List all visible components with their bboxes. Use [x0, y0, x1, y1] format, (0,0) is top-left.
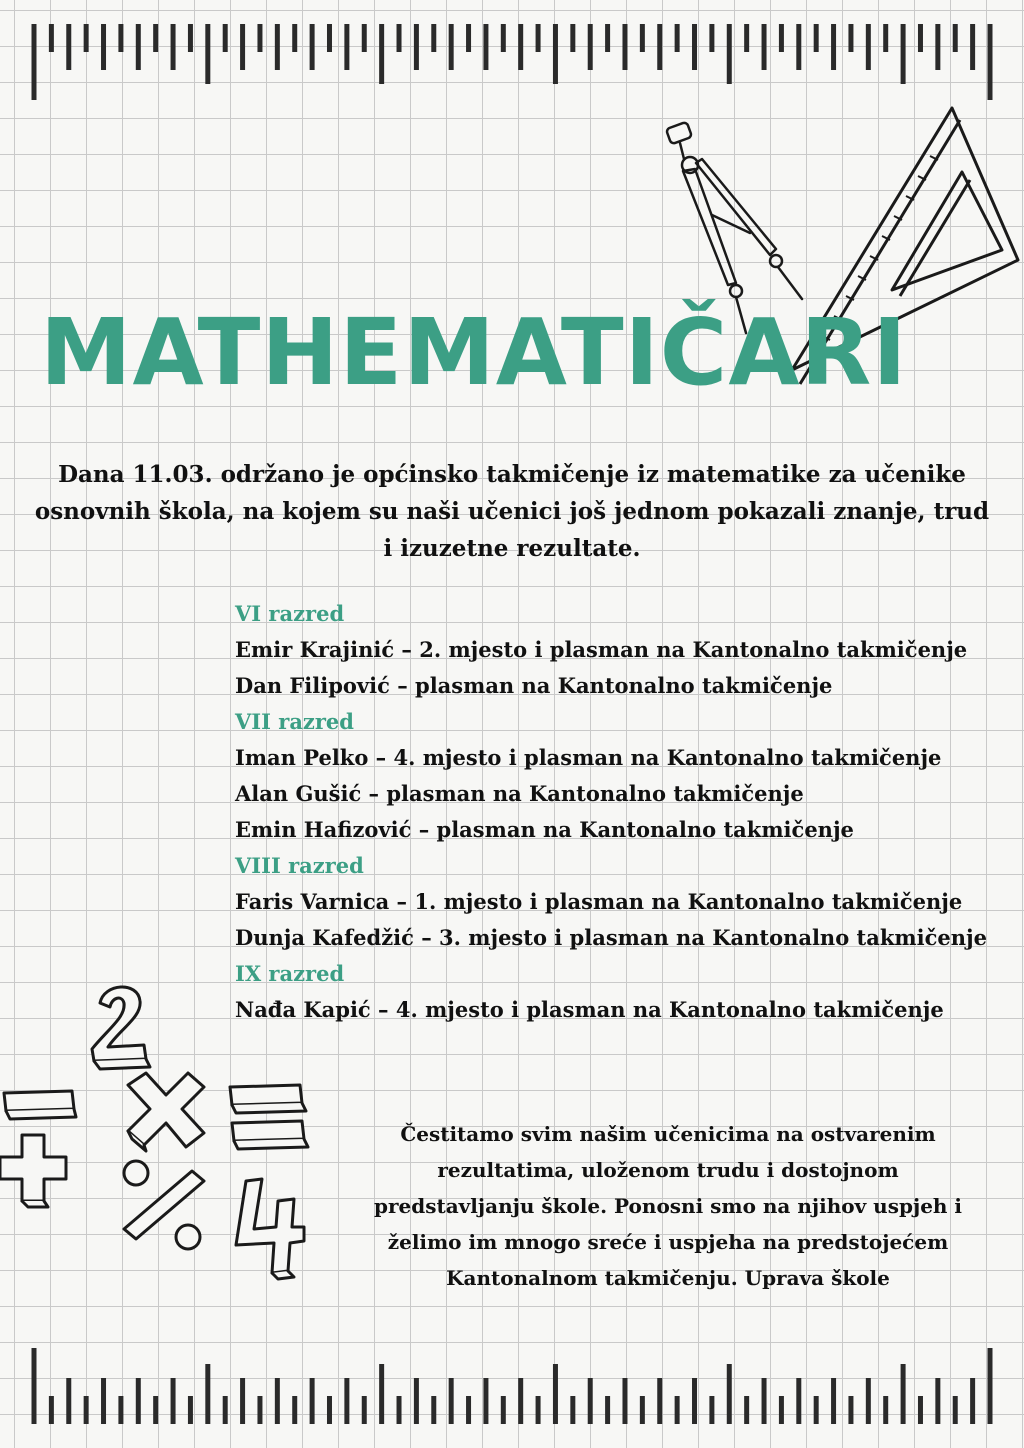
ruler-tick [779, 24, 784, 52]
ruler-tick [136, 24, 141, 70]
ruler-tick [692, 24, 697, 70]
ruler-tick [153, 1396, 158, 1424]
ruler-tick [588, 1378, 593, 1424]
ruler-tick [362, 24, 367, 52]
ruler-tick [935, 24, 940, 70]
ruler-tick [883, 1396, 888, 1424]
ruler-tick [344, 24, 349, 70]
ruler-tick [431, 24, 436, 52]
ruler-tick [205, 24, 210, 84]
ruler-tick [675, 24, 680, 52]
ruler-tick [188, 1396, 193, 1424]
ruler-tick [275, 24, 280, 70]
ruler-tick [762, 1378, 767, 1424]
ruler-tick [744, 24, 749, 52]
ruler-tick [414, 1378, 419, 1424]
congratulations-paragraph: Čestitamo svim našim učenicima na ostvarenim rezultatima, uloženom trudu i dostojnom predstavljanju škole. Ponosni smo na njihov uspjeh i želimo im mnogo sreće i uspjeha na predstojećem Kantonalnom takmičenju. Uprava škole [373, 1122, 963, 1290]
ruler-tick [935, 1378, 940, 1424]
ruler-tick [675, 1396, 680, 1424]
result-line: Emir Krajinić – 2. mjesto i plasman na Kantonalno takmičenje [235, 637, 968, 662]
ruler-tick [397, 1396, 402, 1424]
ruler-tick [970, 1378, 975, 1424]
ruler-tick [223, 1396, 228, 1424]
grade-label: VI razred [235, 601, 345, 626]
ruler-tick [518, 1378, 523, 1424]
result-line: Alan Gušić – plasman na Kantonalno takmičenje [235, 781, 804, 806]
ruler-tick [257, 24, 262, 52]
ruler-tick [657, 1378, 662, 1424]
ruler-tick [848, 24, 853, 52]
ruler-tick [657, 24, 662, 70]
ruler-tick [32, 1348, 37, 1424]
ruler-tick [953, 1396, 958, 1424]
grade-label: IX razred [235, 961, 345, 986]
ruler-tick [605, 1396, 610, 1424]
ruler-tick [49, 1396, 54, 1424]
ruler-tick [622, 1378, 627, 1424]
ruler-tick [588, 24, 593, 70]
ruler-tick [397, 24, 402, 52]
ruler-tick [379, 24, 384, 84]
result-line: Iman Pelko – 4. mjesto i plasman na Kantonalno takmičenje [235, 745, 942, 770]
ruler-tick [709, 24, 714, 52]
ruler-tick [431, 1396, 436, 1424]
ruler-tick [292, 24, 297, 52]
ruler-tick [831, 24, 836, 70]
result-line: Dunja Kafedžić – 3. mjesto i plasman na Kantonalno takmičenje [235, 925, 987, 950]
ruler-tick [970, 24, 975, 70]
ruler-tick [640, 1396, 645, 1424]
ruler-tick [501, 1396, 506, 1424]
ruler-tick [814, 24, 819, 52]
ruler-tick [66, 1378, 71, 1424]
result-line: Faris Varnica – 1. mjesto i plasman na Kantonalno takmičenje [235, 889, 963, 914]
ruler-tick [84, 24, 89, 52]
ruler-tick [223, 24, 228, 52]
top-ruler-icon [30, 22, 994, 102]
ruler-tick [171, 1378, 176, 1424]
ruler-tick [344, 1378, 349, 1424]
ruler-tick [153, 24, 158, 52]
ruler-tick [692, 1378, 697, 1424]
ruler-tick [866, 24, 871, 70]
ruler-tick [918, 24, 923, 52]
ruler-tick [466, 1396, 471, 1424]
page-title: MATHEMATIČARI [40, 299, 908, 406]
ruler-tick [918, 1396, 923, 1424]
ruler-tick [257, 1396, 262, 1424]
ruler-tick [901, 1364, 906, 1424]
ruler-tick [953, 24, 958, 52]
ruler-tick [449, 24, 454, 70]
ruler-tick [709, 1396, 714, 1424]
ruler-tick [605, 24, 610, 52]
ruler-tick [988, 1348, 993, 1424]
intro-paragraph: Dana 11.03. održano je općinsko takmičenje iz matematike za učenike osnovnih škola, na kojem su naši učenici još jednom pokazali znanje, trud i izuzetne rezultate. [34, 461, 990, 562]
ruler-tick [205, 1364, 210, 1424]
ruler-tick [275, 1378, 280, 1424]
ruler-tick [814, 1396, 819, 1424]
ruler-tick [536, 24, 541, 52]
ruler-tick [171, 24, 176, 70]
ruler-tick [310, 1378, 315, 1424]
ruler-tick [483, 1378, 488, 1424]
ruler-tick [779, 1396, 784, 1424]
bottom-ruler-icon [30, 1346, 994, 1426]
ruler-tick [84, 1396, 89, 1424]
ruler-tick [883, 24, 888, 52]
ruler-tick [292, 1396, 297, 1424]
result-line: Emin Hafizović – plasman na Kantonalno takmičenje [235, 817, 854, 842]
ruler-tick [49, 24, 54, 52]
ruler-tick [118, 24, 123, 52]
ruler-tick [831, 1378, 836, 1424]
ruler-tick [848, 1396, 853, 1424]
ruler-tick [327, 24, 332, 52]
ruler-tick [640, 24, 645, 52]
ruler-tick [570, 1396, 575, 1424]
ruler-tick [553, 24, 558, 84]
results-list [235, 596, 1005, 1028]
math-symbols-icon [0, 975, 320, 1295]
ruler-tick [866, 1378, 871, 1424]
ruler-tick [744, 1396, 749, 1424]
ruler-tick [188, 24, 193, 52]
ruler-tick [796, 24, 801, 70]
ruler-tick [118, 1396, 123, 1424]
ruler-tick [727, 1364, 732, 1424]
ruler-tick [310, 24, 315, 70]
ruler-tick [240, 1378, 245, 1424]
ruler-tick [570, 24, 575, 52]
ruler-tick [796, 1378, 801, 1424]
ruler-tick [536, 1396, 541, 1424]
ruler-tick [483, 24, 488, 70]
ruler-tick [136, 1378, 141, 1424]
ruler-tick [988, 24, 993, 100]
ruler-tick [240, 24, 245, 70]
ruler-tick [101, 24, 106, 70]
ruler-tick [414, 24, 419, 70]
ruler-tick [762, 24, 767, 70]
ruler-tick [327, 1396, 332, 1424]
ruler-tick [553, 1364, 558, 1424]
ruler-tick [362, 1396, 367, 1424]
ruler-tick [32, 24, 37, 100]
ruler-tick [466, 24, 471, 52]
ruler-tick [518, 24, 523, 70]
grade-label: VII razred [235, 709, 354, 734]
ruler-tick [101, 1378, 106, 1424]
result-line: Dan Filipović – plasman na Kantonalno takmičenje [235, 673, 833, 698]
ruler-tick [379, 1364, 384, 1424]
ruler-tick [622, 24, 627, 70]
grade-label: VIII razred [235, 853, 364, 878]
ruler-tick [449, 1378, 454, 1424]
ruler-tick [727, 24, 732, 84]
ruler-tick [901, 24, 906, 84]
ruler-tick [501, 24, 506, 52]
result-line: Nađa Kapić – 4. mjesto i plasman na Kantonalno takmičenje [235, 997, 944, 1022]
ruler-tick [66, 24, 71, 70]
